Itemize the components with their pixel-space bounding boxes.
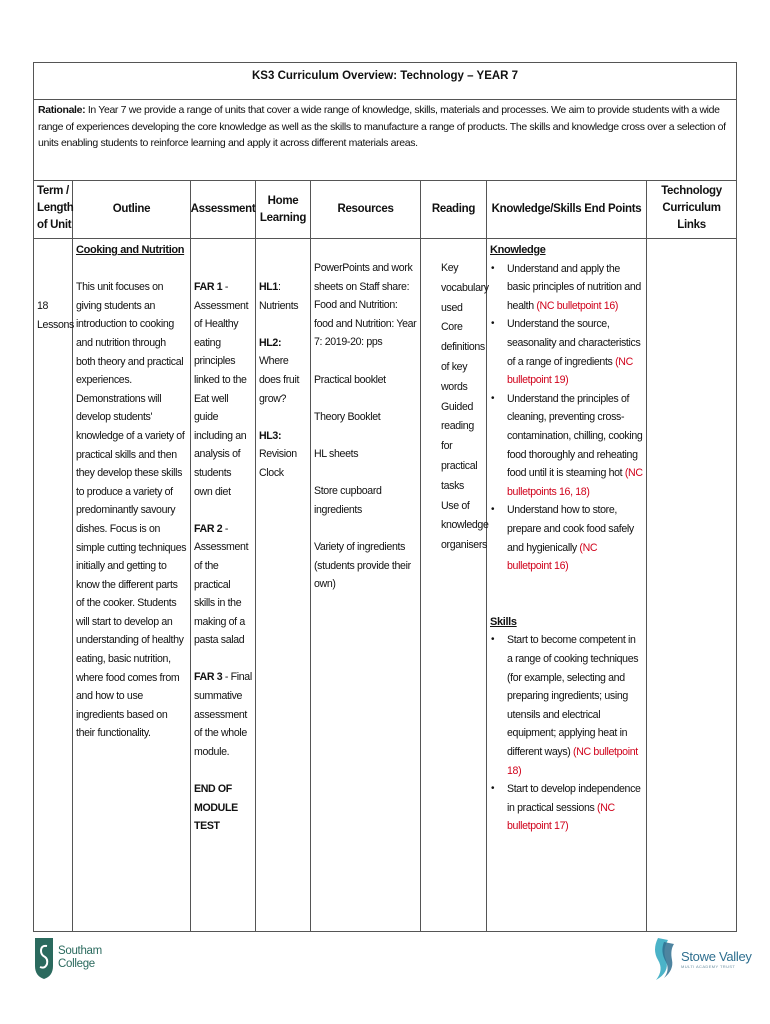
term-length: 18 Lessons — [37, 300, 75, 331]
header-term-length: Term / Length of Unit — [34, 181, 73, 239]
southam-line2: College — [58, 958, 95, 970]
knowledge-heading: Knowledge — [490, 244, 546, 256]
resource-item: Practical booklet — [314, 373, 386, 386]
resource-item: Store cupboard ingredients — [314, 485, 382, 516]
footer — [0, 930, 770, 990]
header-home-learning: Home Learning — [256, 181, 311, 239]
header-row — [34, 181, 737, 239]
outline-title: Cooking and Nutrition — [76, 244, 185, 256]
far1: FAR 1 - Assessment of Healthy eating principles linked to the Eat well guide including an analysis of students own diet — [194, 281, 249, 498]
reading-text: Key vocabulary used Core definitions of key words Guided reading for practical tasks Use of knowledge organisers — [441, 262, 489, 552]
header-resources: Resources — [311, 181, 421, 239]
resources-cell — [311, 239, 421, 932]
knowledge-skills-cell — [487, 239, 647, 932]
stowe-valley-name: Stowe Valley — [681, 949, 752, 964]
home-learning-cell — [256, 239, 311, 932]
hl3: HL3: Revision Clock — [259, 429, 297, 479]
unit-row — [34, 239, 737, 932]
header-knowledge-skills: Knowledge/Skills End Points — [487, 181, 647, 239]
header-curriculum-links: Technology Curriculum Links — [647, 181, 737, 239]
far2: FAR 2 - Assessment of the practical skills in the making of a pasta salad — [194, 522, 249, 647]
outline-text: This unit focuses on giving students an introduction to cooking and nutrition through both theory and practical experiences. Demonstrations will develop students' knowledge of a variety of practical skills and then they develop these skills to produce a variety of predominantly savoury dishes. Focus is on simple cutting techniques initially and getting to know the different parts of the cooker. Students will start to develop an understanding of healthy eating, basic nutrition, where food comes from and how to use ingredients based on their functionality. — [76, 281, 187, 740]
knowledge-point: • Understand and apply the basic principles of nutrition and health (NC bulletpoint 16) — [490, 260, 643, 316]
resource-item: Variety of ingredients (students provide their own) — [314, 540, 411, 591]
assessment-cell — [191, 239, 256, 932]
rationale-text: In Year 7 we provide a range of units that cover a wide range of knowledge, skills, materials and processes. We aim to provide students with a wide range of experiences developing the core knowledge as well as the skills to manufacture a range of products. The skills and knowledge cross over a selection of units enabling students to reinforce learning and apply it across different materials areas. — [38, 104, 726, 149]
knowledge-point: • Understand the source, seasonality and characteristics of a range of ingredients (NC bulletpoint 19) — [490, 315, 643, 389]
southam-college-logo — [34, 936, 102, 980]
southam-line1: Southam — [58, 945, 102, 957]
header-outline: Outline — [73, 181, 191, 239]
skills-heading: Skills — [490, 615, 517, 628]
document-title: KS3 Curriculum Overview: Technology – YEAR 7 — [34, 63, 737, 100]
reading-cell — [421, 239, 487, 932]
header-reading: Reading — [421, 181, 487, 239]
header-assessment: Assessment — [191, 181, 256, 239]
hl2: HL2: Where does fruit grow? — [259, 336, 300, 405]
shield-icon — [34, 936, 54, 980]
curriculum-document — [33, 62, 736, 932]
far3: FAR 3 - Final summative assessment of the whole module. — [194, 671, 252, 758]
rationale — [34, 100, 737, 181]
stowe-valley-emblem-icon — [650, 936, 678, 982]
term-cell — [34, 239, 73, 932]
skill-point: • Start to develop independence in practical sessions (NC bulletpoint 17) — [490, 780, 643, 836]
hl1: HL1: Nutrients — [259, 281, 299, 312]
end-of-module-test: END OF MODULE TEST — [194, 783, 238, 833]
outline-cell — [73, 239, 191, 932]
stowe-valley-logo — [650, 936, 752, 982]
resource-item: PowerPoints and work sheets on Staff share: Food and Nutrition: food and Nutrition: Year 7: 2019-20: pps — [314, 262, 417, 349]
rationale-label: Rationale: — [38, 104, 86, 116]
resource-item: HL sheets — [314, 447, 359, 460]
stowe-valley-subtitle: MULTI ACADEMY TRUST — [681, 964, 736, 969]
knowledge-point: • Understand how to store, prepare and cook food safely and hygienically (NC bulletpoint 16) — [490, 501, 643, 575]
skills-list — [490, 631, 643, 836]
curriculum-links-cell — [647, 239, 737, 932]
knowledge-list — [490, 260, 643, 576]
curriculum-table — [33, 62, 737, 932]
curriculum-links-text — [647, 239, 736, 243]
skill-point: • Start to become competent in a range of cooking techniques (for example, selecting and preparing ingredients; using utensils and electrical equipment; applying heat in different ways) (NC bulletpoint 18) — [490, 631, 643, 780]
resource-item: Theory Booklet — [314, 410, 381, 423]
knowledge-point: • Understand the principles of cleaning, preventing cross-contamination, chilling, cooking food thoroughly and reheating food until it is steaming hot (NC bulletpoints 16, 18) — [490, 390, 643, 502]
